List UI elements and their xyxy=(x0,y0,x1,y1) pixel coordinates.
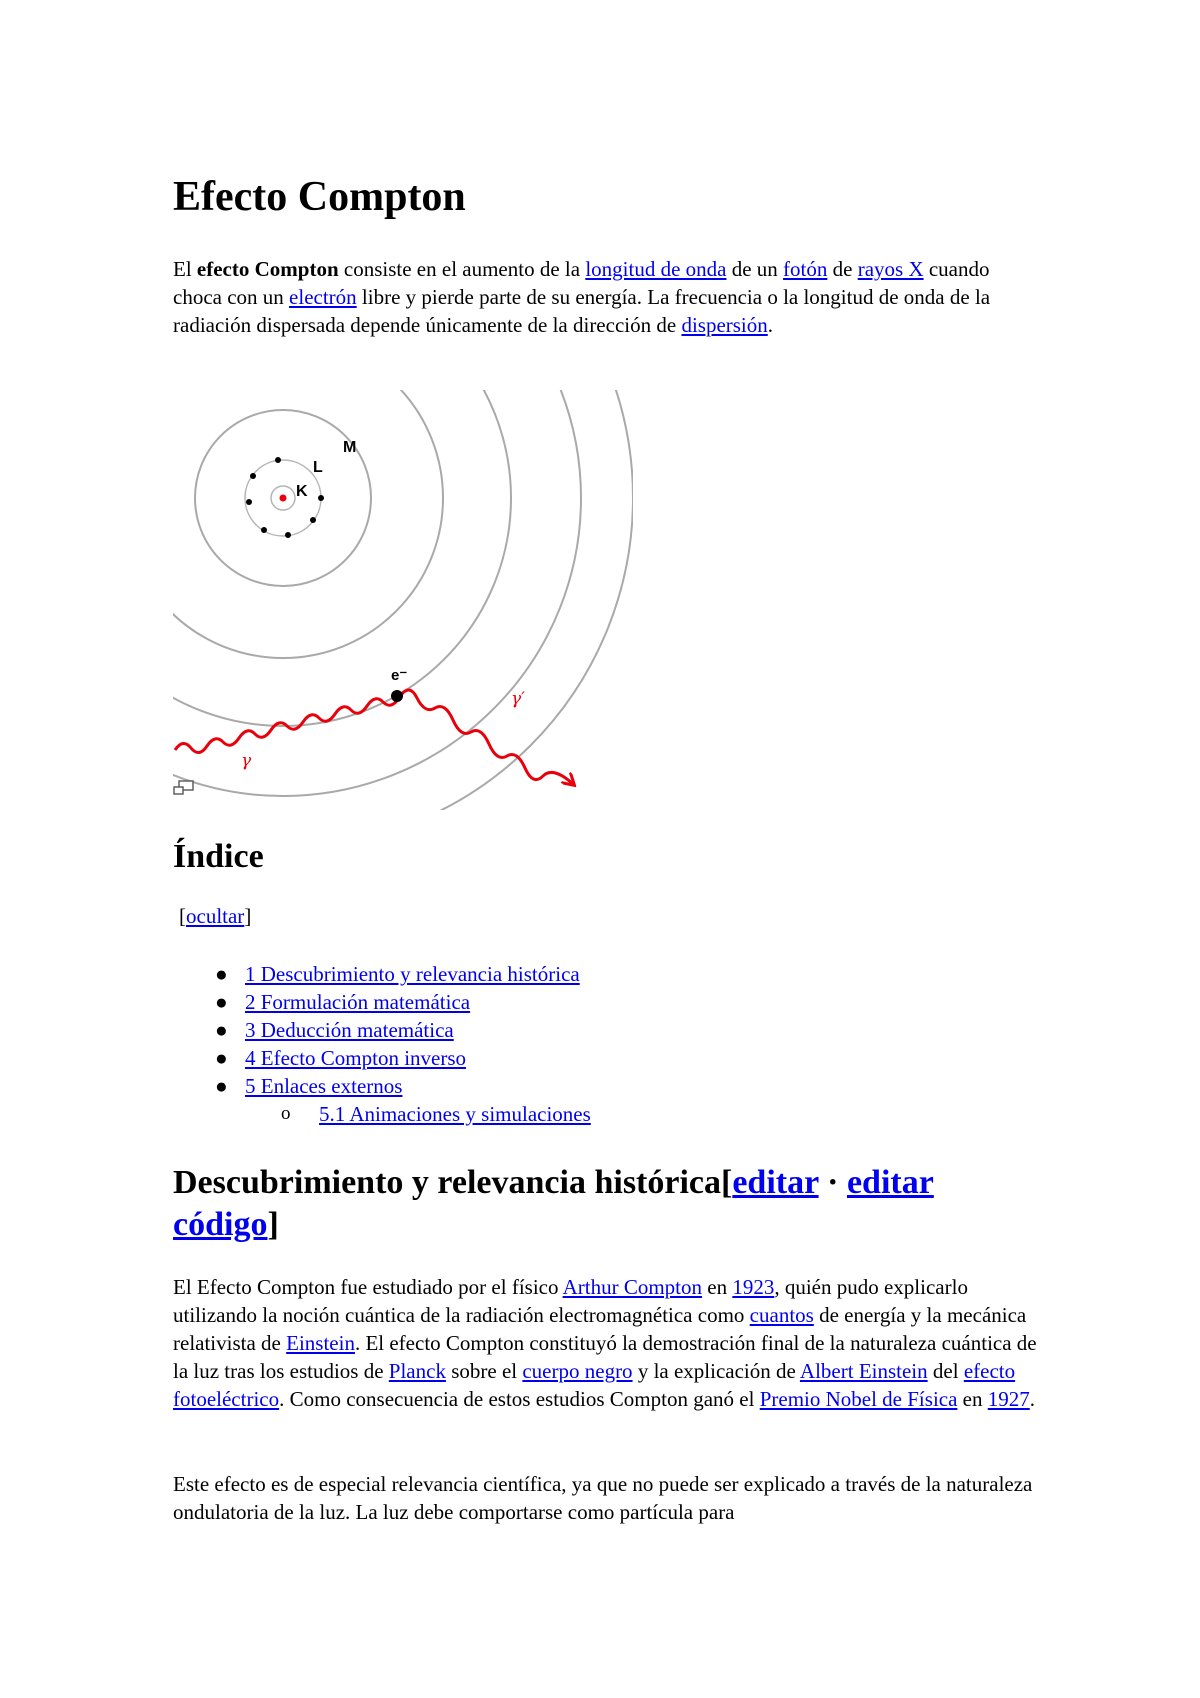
toc-hide-link[interactable]: ocultar xyxy=(186,904,245,928)
history-paragraph xyxy=(173,1273,1053,1413)
shell-ring xyxy=(173,390,581,796)
toc-item xyxy=(173,960,591,988)
section-heading-text: Descubrimiento y relevancia histórica xyxy=(173,1164,722,1201)
link-albert-einstein[interactable]: Albert Einstein xyxy=(799,1359,928,1383)
toc-toggle-bracket: [ xyxy=(179,904,186,928)
body-text: , quién pudo explicarlo utilizando la noción cuántica de la radiación electromagnética como xyxy=(173,1275,968,1327)
bullet-icon: ● xyxy=(215,962,228,986)
link-cuantos[interactable]: cuantos xyxy=(749,1303,814,1327)
toc-item xyxy=(173,1016,591,1044)
link-cuerpo-negro[interactable]: cuerpo negro xyxy=(522,1359,633,1383)
orbital-electron xyxy=(310,517,316,523)
link-1927[interactable]: 1927 xyxy=(987,1387,1030,1411)
link-dispersion[interactable]: dispersión xyxy=(681,313,768,337)
nucleus xyxy=(280,495,287,502)
orbital-electron xyxy=(246,499,252,505)
toc-title: Índice xyxy=(173,838,264,875)
body-text: . El efecto Compton constituyó la demostración final de la naturaleza cuántica de la luz tras los estudios de xyxy=(173,1331,1037,1383)
orbital-electron xyxy=(285,532,291,538)
intro-text: consiste en el aumento de la xyxy=(338,257,586,281)
body-text: de energía y la mecánica relativista de xyxy=(173,1303,1027,1355)
section-heading xyxy=(173,1162,1033,1246)
link-arthur-compton[interactable]: Arthur Compton xyxy=(562,1275,702,1299)
relevance-paragraph: Este efecto es de especial relevancia científica, ya que no puede ser explicado a través de la naturaleza ondulatoria de la luz. La luz debe comportarse como partícula para xyxy=(173,1472,1033,1524)
body-text: y la explicación de xyxy=(632,1359,800,1383)
toc-item xyxy=(173,988,591,1016)
incident-photon-wave xyxy=(175,698,399,753)
bullet-icon: ● xyxy=(215,1074,228,1098)
edit-code-link[interactable]: editar código xyxy=(173,1164,934,1243)
toc-link-descubrimiento[interactable]: 1 Descubrimiento y relevancia histórica xyxy=(245,962,580,986)
edit-separator: · xyxy=(818,1164,847,1201)
intro-bold-term: efecto Compton xyxy=(196,257,339,281)
compton-scattering-figure[interactable] xyxy=(173,390,633,810)
intro-text: de un xyxy=(726,257,784,281)
link-rayos-x[interactable]: rayos X xyxy=(857,257,924,281)
toc-link-deduccion[interactable]: 3 Deducción matemática xyxy=(245,1018,454,1042)
body-text: en xyxy=(957,1387,988,1411)
body-text: en xyxy=(702,1275,733,1299)
body-text: sobre el xyxy=(445,1359,523,1383)
shell-ring xyxy=(173,390,511,726)
bullet-icon: ● xyxy=(215,990,228,1014)
intro-text: cuando choca con un xyxy=(173,257,990,309)
orbital-electron xyxy=(261,527,267,533)
intro-text: libre y pierde parte de su energía. La frecuencia o la longitud de onda de la radiación dispersada depende únicamente de la dirección de xyxy=(173,285,991,337)
magnify-icon[interactable] xyxy=(173,780,195,796)
intro-text: de xyxy=(827,257,858,281)
bullet-icon: ● xyxy=(215,1046,228,1070)
intro-paragraph xyxy=(173,255,1043,339)
link-premio-nobel[interactable]: Premio Nobel de Física xyxy=(759,1387,958,1411)
orbital-electron xyxy=(318,495,324,501)
link-1923[interactable]: 1923 xyxy=(732,1275,775,1299)
toc-link-animaciones[interactable]: 5.1 Animaciones y simulaciones xyxy=(319,1102,591,1126)
toc-item xyxy=(173,1044,591,1072)
scattered-photon-wave xyxy=(399,690,573,784)
toc-toggle-bracket: ] xyxy=(244,904,252,928)
link-efecto-fotoelectrico[interactable]: efecto fotoeléctrico xyxy=(173,1359,1016,1411)
link-foton[interactable]: fotón xyxy=(783,257,828,281)
link-planck[interactable]: Planck xyxy=(388,1359,446,1383)
edit-bracket: [ xyxy=(721,1164,733,1201)
toc-subitem xyxy=(173,1100,591,1128)
shell-label-k: K xyxy=(296,483,308,500)
link-longitud-de-onda[interactable]: longitud de onda xyxy=(585,257,727,281)
link-einstein[interactable]: Einstein xyxy=(286,1331,355,1355)
orbital-electron xyxy=(275,457,281,463)
intro-text: El xyxy=(173,257,197,281)
shell-ring xyxy=(173,390,443,658)
body-text: . xyxy=(1029,1387,1035,1411)
edit-bracket: ] xyxy=(267,1206,279,1243)
shell-label-m: M xyxy=(343,439,357,456)
gamma-prime-label: γ′ xyxy=(511,689,526,709)
recoil-electron xyxy=(391,690,403,702)
body-text: del xyxy=(927,1359,964,1383)
toc-link-enlaces[interactable]: 5 Enlaces externos xyxy=(245,1074,403,1098)
link-electron[interactable]: electrón xyxy=(289,285,357,309)
toc-link-inverso[interactable]: 4 Efecto Compton inverso xyxy=(245,1046,467,1070)
shell-label-l: L xyxy=(313,459,323,476)
page-title: Efecto Compton xyxy=(173,174,466,220)
body-text: . Como consecuencia de estos estudios Compton ganó el xyxy=(279,1387,760,1411)
gamma-label: γ xyxy=(241,751,252,771)
toc-toggle xyxy=(179,902,251,930)
orbital-electron xyxy=(250,473,256,479)
toc-link-formulacion[interactable]: 2 Formulación matemática xyxy=(245,990,471,1014)
body-text: El Efecto Compton fue estudiado por el físico xyxy=(173,1275,563,1299)
bullet-icon: ● xyxy=(215,1018,228,1042)
electron-label: e⁻ xyxy=(391,667,408,684)
edit-link[interactable]: editar xyxy=(732,1164,819,1201)
toc-list xyxy=(173,960,591,1128)
toc-item xyxy=(173,1072,591,1100)
circle-bullet-icon: o xyxy=(281,1103,291,1124)
intro-text: . xyxy=(767,313,774,337)
